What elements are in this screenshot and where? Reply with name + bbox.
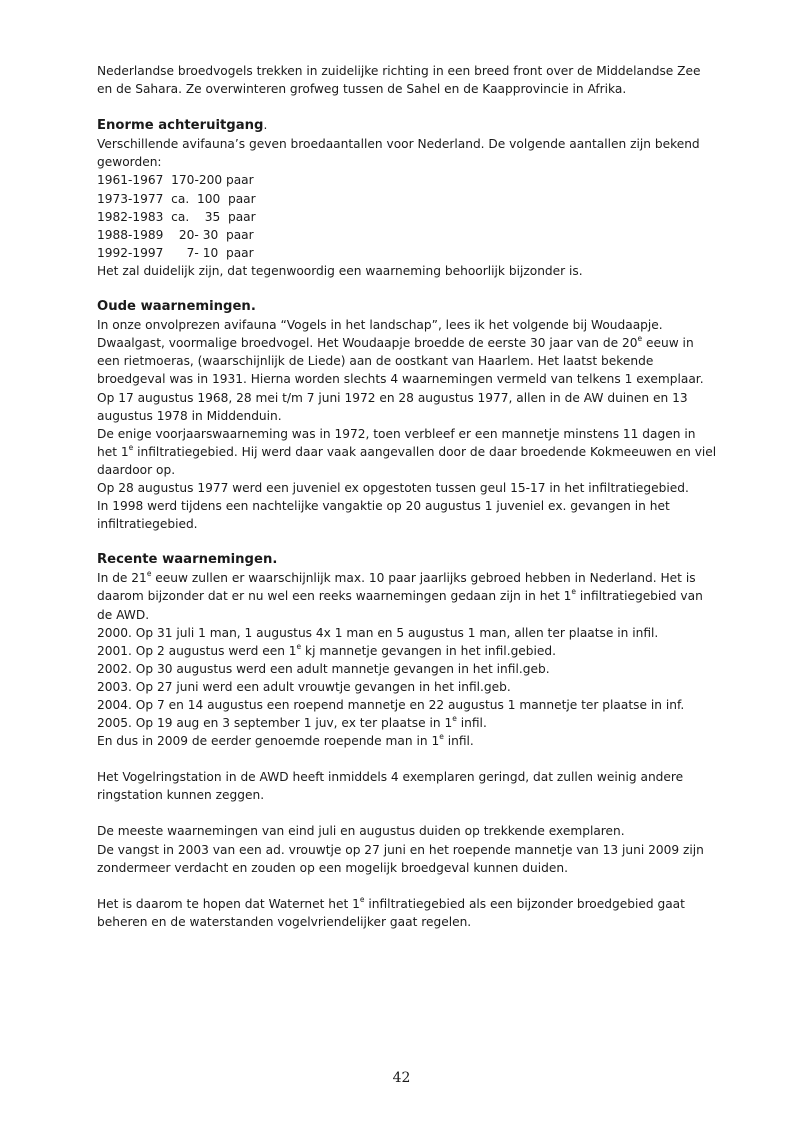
text-run: infil. — [456, 716, 487, 731]
paragraph: Verschillende avifauna’s geven broedaantallen voor Nederland. De volgende aantallen zijn bekend geworden: — [97, 137, 700, 170]
section-heading-achteruitgang — [97, 116, 717, 135]
page-number: 42 — [392, 1070, 411, 1086]
count-row: 1961-1967 170-200 paar — [97, 173, 254, 188]
superscript: e — [571, 587, 576, 597]
spacer — [97, 804, 717, 822]
paragraph: In 1998 werd tijdens een nachtelijke vangaktie op 20 augustus 1 juveniel ex. gevangen in het infiltratiegebied. — [97, 499, 670, 532]
spacer — [97, 98, 717, 116]
closing-paragraph — [97, 895, 717, 931]
observation-2005 — [97, 714, 717, 732]
count-row: 1992-1997 7- 10 paar — [97, 245, 254, 260]
paragraph — [97, 425, 717, 479]
spacer — [97, 280, 717, 298]
text-run: In de 21 — [97, 571, 147, 586]
superscript: e — [637, 334, 643, 344]
text-run: kj mannetje gevangen in het infil.gebied. — [301, 643, 557, 658]
superscript: e — [128, 442, 134, 452]
spacer — [97, 750, 717, 768]
text-run: infiltratiegebied als een bijzonder broedgebied gaat beheren en de waterstanden vogelvriendelijker gaat regelen. — [97, 896, 685, 929]
paragraph — [97, 334, 717, 424]
paragraph: In onze onvolprezen avifauna “Vogels in het landschap”, lees ik het volgende bij Woudaapje. — [97, 318, 663, 333]
superscript: e — [452, 714, 457, 724]
superscript: e — [146, 569, 152, 579]
text-run: Het is daarom te hopen dat Waternet het 1 — [97, 896, 360, 911]
paragraph: De meeste waarnemingen van eind juli en augustus duiden op trekkende exemplaren. — [97, 824, 625, 839]
text-run: 2005. Op 19 aug en 3 september 1 juv, ex ter plaatse in 1 — [97, 716, 453, 731]
spacer — [97, 533, 717, 551]
paragraph: Op 28 augustus 1977 werd een juveniel ex opgestoten tussen geul 15-17 in het infiltratiegebied. — [97, 480, 689, 495]
text-run: eeuw zullen er waarschijnlijk max. 10 paar jaarlijks gebroed hebben in Nederland. Het is daarom bijzonder dat er nu wel een reeks waarnemingen gedaan zijn in het 1 — [97, 571, 696, 604]
paragraph: De vangst in 2003 van een ad. vrouwtje op 27 juni en het roepende mannetje van 13 juni 2009 zijn zondermeer verdacht en zouden op een mogelijk broedgeval kunnen duiden. — [97, 842, 704, 875]
paragraph: Het zal duidelijk zijn, dat tegenwoordig een waarneming behoorlijk bijzonder is. — [97, 263, 583, 278]
observation-2002: 2002. Op 30 augustus werd een adult mannetje gevangen in het infil.geb. — [97, 661, 550, 676]
text-run: En dus in 2009 de eerder genoemde roepende man in 1 — [97, 734, 440, 749]
observation-2004: 2004. Op 7 en 14 augustus een roepend mannetje en 22 augustus 1 mannetje ter plaatse in inf. — [97, 698, 685, 712]
superscript: e — [359, 894, 365, 904]
paragraph — [97, 569, 717, 623]
page-body — [97, 62, 717, 931]
text-run: infiltratiegebied van de AWD. — [97, 589, 703, 622]
text-run: De enige voorjaarswaarneming was in 1972, toen verbleef er een mannetje minstens 11 dagen in het 1 — [97, 426, 696, 459]
spacer — [97, 877, 717, 895]
count-row: 1982-1983 ca. 35 paar — [97, 209, 256, 224]
text-run: eeuw in een rietmoeras, (waarschijnlijk de Liede) aan de oostkant van Haarlem. Het laatst bekende broedgeval was in 1931. Hierna worden slechts 4 waarnemingen vermeld van telkens 1 exemplaar. Op 17 augustus 1968, 28 mei t/m 7 juni 1972 en 28 augustus 1977, allen in de AW duinen en 13 augustus 1978 in Middenduin. — [97, 336, 704, 423]
section-heading-recente-waarnemingen: Recente waarnemingen. — [97, 552, 278, 568]
observation-2009 — [97, 732, 717, 750]
observation-2000: 2000. Op 31 juli 1 man, 1 augustus 4x 1 man en 5 augustus 1 man, allen ter plaatse in infil. — [97, 625, 659, 640]
count-row: 1988-1989 20- 30 paar — [97, 227, 254, 242]
section-heading-oude-waarnemingen: Oude waarnemingen. — [97, 299, 256, 315]
text-run: infiltratiegebied. Hij werd daar vaak aangevallen door de daar broedende Kokmeeuwen en viel daardoor op. — [97, 444, 717, 477]
heading-period: . — [263, 118, 268, 133]
paragraph: Het Vogelringstation in de AWD heeft inmiddels 4 exemplaren geringd, dat zullen weinig andere ringstation kunnen zeggen. — [97, 770, 684, 803]
intro-paragraph: Nederlandse broedvogels trekken in zuidelijke richting in een breed front over de Middelandse Zee en de Sahara. Ze overwinteren grofweg tussen de Sahel en de Kaapprovincie in Afrika. — [97, 64, 701, 97]
observation-2003: 2003. Op 27 juni werd een adult vrouwtje gevangen in het infil.geb. — [97, 679, 511, 694]
text-run: Dwaalgast, voormalige broedvogel. Het Woudaapje broedde de eerste 30 jaar van de 20 — [97, 336, 638, 351]
heading-text: Enorme achteruitgang — [97, 118, 264, 134]
text-run: infil. — [443, 734, 474, 749]
count-row: 1973-1977 ca. 100 paar — [97, 191, 256, 206]
text-run: 2001. Op 2 augustus werd een 1 — [97, 643, 297, 658]
observation-2001 — [97, 642, 717, 660]
superscript: e — [439, 732, 444, 742]
superscript: e — [296, 641, 302, 651]
